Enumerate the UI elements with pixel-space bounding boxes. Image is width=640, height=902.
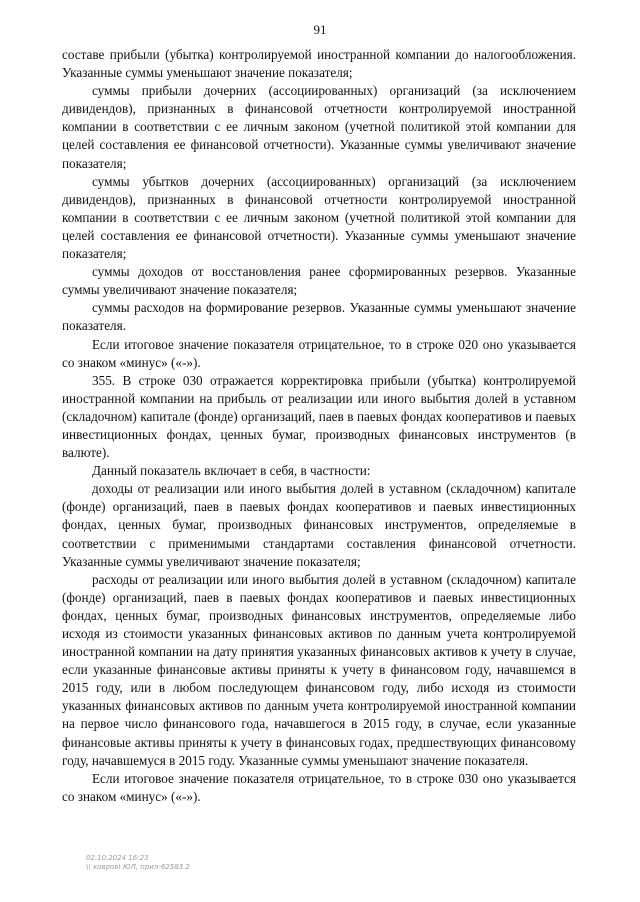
- paragraph: суммы расходов на формирование резервов. Указанные суммы уменьшают значение показателя.: [62, 300, 576, 334]
- paragraph: Данный показатель включает в себя, в частности:: [92, 463, 371, 479]
- print-stamp: [86, 854, 190, 872]
- paragraph: Если итоговое значение показателя отрицательное, то в строке 020 оно указывается со знаком «минус» («-»).: [62, 336, 576, 370]
- paragraph: Если итоговое значение показателя отрицательное, то в строке 030 оно указывается со знаком «минус» («-»).: [62, 770, 576, 804]
- paragraph: суммы прибыли дочерних (ассоциированных) организаций (за исключением дивидендов), признанных в финансовой отчетности контролируемой иностранной компании в соответствии с ее личным законом (учетной политикой этой компании для целей составления ее финансовой отчетности). Указанные суммы увеличивают значение показателя;: [62, 83, 576, 171]
- stamp-date: 02.10.2024 16:23: [86, 854, 149, 862]
- document-body: [62, 46, 576, 806]
- paragraph: суммы доходов от восстановления ранее сформированных резервов. Указанные суммы увеличивают значение показателя;: [62, 264, 576, 298]
- paragraph: 355. В строке 030 отражается корректировка прибыли (убытка) контролируемой иностранной компании на прибыль от реализации или иного выбытия долей в уставном (складочном) капитале (фонде) организаций, паев в паевых фондах кооперативов и паевых инвестиционных фондах, ценных бумаг, производных финансовых инструментов (в валюте).: [62, 372, 576, 461]
- stamp-path: \\ ковров\ ЮЛ, прил-62583.2: [86, 863, 190, 871]
- paragraph: доходы от реализации или иного выбытия долей в уставном (складочном) капитале (фонде) организаций, паев в паевых фондах кооперативов и паевых инвестиционных фондах, ценных бумаг, производных финансовых инструментов, определяемые в соответствии с применимыми стандартами составления финансовой отчетности. Указанные суммы увеличивают значение показателя;: [62, 481, 576, 569]
- paragraph: составе прибыли (убытка) контролируемой иностранной компании до налогообложения. Указанные суммы уменьшают значение показателя;: [62, 47, 576, 81]
- page-number: 91: [313, 22, 327, 37]
- paragraph: расходы от реализации или иного выбытия долей в уставном (складочном) капитале (фонде) организаций, паев в паевых фондах кооперативов и паевых инвестиционных фондах, ценных бумаг, производных финансовых инструментов, определяемые либо исходя из стоимости указанных финансовых активов по данным учета контролируемой иностранной компании на дату принятия указанных финансовых активов к учету в случае, если указанные финансовые активы приняты к учету в финансовом году, начавшемся в 2015 году, или в любом последующем финансовом году, либо исходя из стоимости указанных финансовых активов по данным учета контролируемой иностранной компании на первое число финансового года, начавшегося в 2015 году, в случае, если указанные финансовые активы приняты к учету в финансовых годах, предшествующих финансовому году, начавшемуся в 2015 году. Указанные суммы уменьшают значение показателя.: [62, 571, 576, 768]
- paragraph: суммы убытков дочерних (ассоциированных) организаций (за исключением дивидендов), признанных в финансовой отчетности контролируемой иностранной компании в соответствии с ее личным законом (учетной политикой этой компании для целей составления ее финансовой отчетности). Указанные суммы уменьшают значение показателя;: [62, 173, 576, 262]
